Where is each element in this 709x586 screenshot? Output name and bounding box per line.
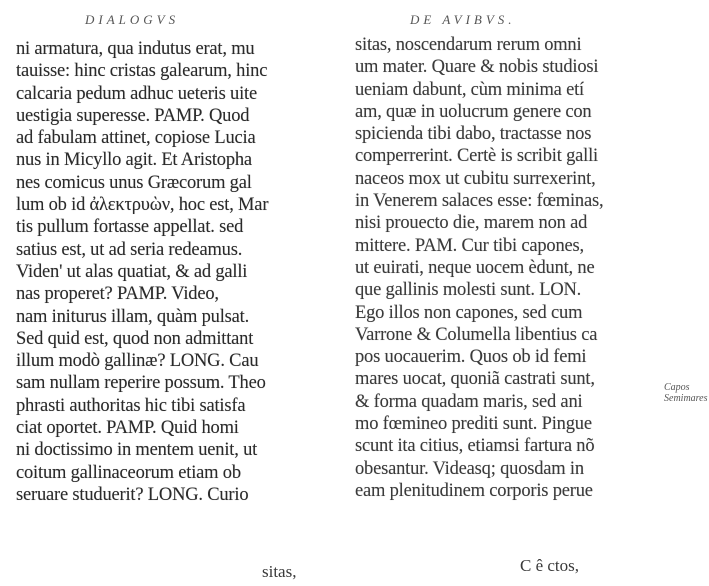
text-line: am, quæ in uolucrum genere con	[355, 101, 592, 122]
text-line: scunt ita citius, etiamsi fartura nõ	[355, 436, 595, 457]
left-page	[0, 0, 352, 586]
text-line: ad fabulam attinet, copiose Lucia	[16, 128, 256, 149]
text-line: spicienda tibi dabo, tractasse nos	[355, 124, 592, 145]
left-catchword: sitas,	[262, 562, 297, 581]
text-line: sitas, noscendarum rerum omni	[355, 35, 582, 55]
text-line: mittere. PAM. Cur tibi capones,	[355, 235, 584, 256]
text-line: ciat oportet. PAMP. Quid homi	[16, 418, 239, 439]
text-line: nus in Micyllo agit. Et Aristopha	[16, 150, 252, 171]
text-line: naceos mox ut cubitu surrexerint,	[355, 168, 596, 189]
text-line: comperrerint. Certè is scribit galli	[355, 146, 598, 167]
text-line: coitum gallinaceorum etiam ob	[16, 462, 241, 483]
text-line: Sed quid est, quod non admittant	[16, 328, 254, 349]
text-line: Varrone & Columella libentius ca	[355, 324, 598, 345]
text-line: nas properet? PAMP. Video,	[16, 284, 219, 305]
text-line: mo fœmineo prediti sunt. Pingue	[355, 414, 592, 435]
right-catchword: C ê ctos,	[520, 556, 580, 575]
text-line: satius est, ut ad seria redeamus.	[16, 239, 243, 260]
text-line: obesantur. Videasq; quosdam in	[355, 458, 584, 479]
text-line: eam plenitudinem corporis perue	[355, 480, 593, 501]
text-line: lum ob id ἀλεκτρυὼν, hoc est, Mar	[16, 195, 269, 216]
text-line: Ego illos non capones, sed cum	[355, 302, 583, 323]
text-line: ni doctissimo in mentem uenit, ut	[16, 440, 258, 461]
left-running-head: DIALOGVS	[85, 12, 180, 27]
text-line: nisi prouecto die, marem non ad	[355, 213, 588, 234]
text-line: calcaria pedum adhuc ueteris uite	[16, 83, 257, 104]
text-line: seruare studuerit? LONG. Curio	[16, 484, 249, 505]
text-line: um mater. Quare & nobis studiosi	[355, 57, 599, 78]
left-text-block	[16, 38, 346, 506]
text-line: tauisse: hinc cristas galearum, hinc	[16, 61, 268, 82]
text-line: illum modò gallinæ? LONG. Cau	[16, 351, 259, 372]
text-line: ueniam dabunt, cùm minima etí	[355, 79, 584, 100]
text-line: nes comicus unus Græcorum gal	[16, 172, 252, 193]
text-line: ni armatura, qua indutus erat, mu	[16, 39, 255, 59]
text-line: pos uocauerim. Quos ob id femi	[355, 347, 587, 368]
text-line: tis pullum fortasse appellat. sed	[16, 217, 244, 238]
text-line: Viden' ut alas quatiat, & ad galli	[16, 261, 248, 282]
text-line: mares uocat, quoniã castrati sunt,	[355, 369, 595, 390]
right-page	[352, 0, 709, 586]
right-running-head: DE AVIBVS.	[410, 12, 516, 27]
text-line: in Venerem salaces esse: fœminas,	[355, 191, 604, 212]
text-line: ut euirati, neque uocem èdunt, ne	[355, 257, 595, 278]
right-text-block	[355, 34, 675, 502]
text-line: que gallinis molesti sunt. LON.	[355, 280, 582, 301]
text-line: uestigia superesse. PAMP. Quod	[16, 105, 250, 126]
text-line: sam nullam reperire possum. Theo	[16, 373, 266, 394]
text-line: & forma quadam maris, sed ani	[355, 391, 583, 412]
text-line: nam initurus illam, quàm pulsat.	[16, 306, 250, 327]
text-line: phrasti authoritas hic tibi satisfa	[16, 395, 246, 416]
margin-note: Capos Semimares	[664, 382, 708, 404]
